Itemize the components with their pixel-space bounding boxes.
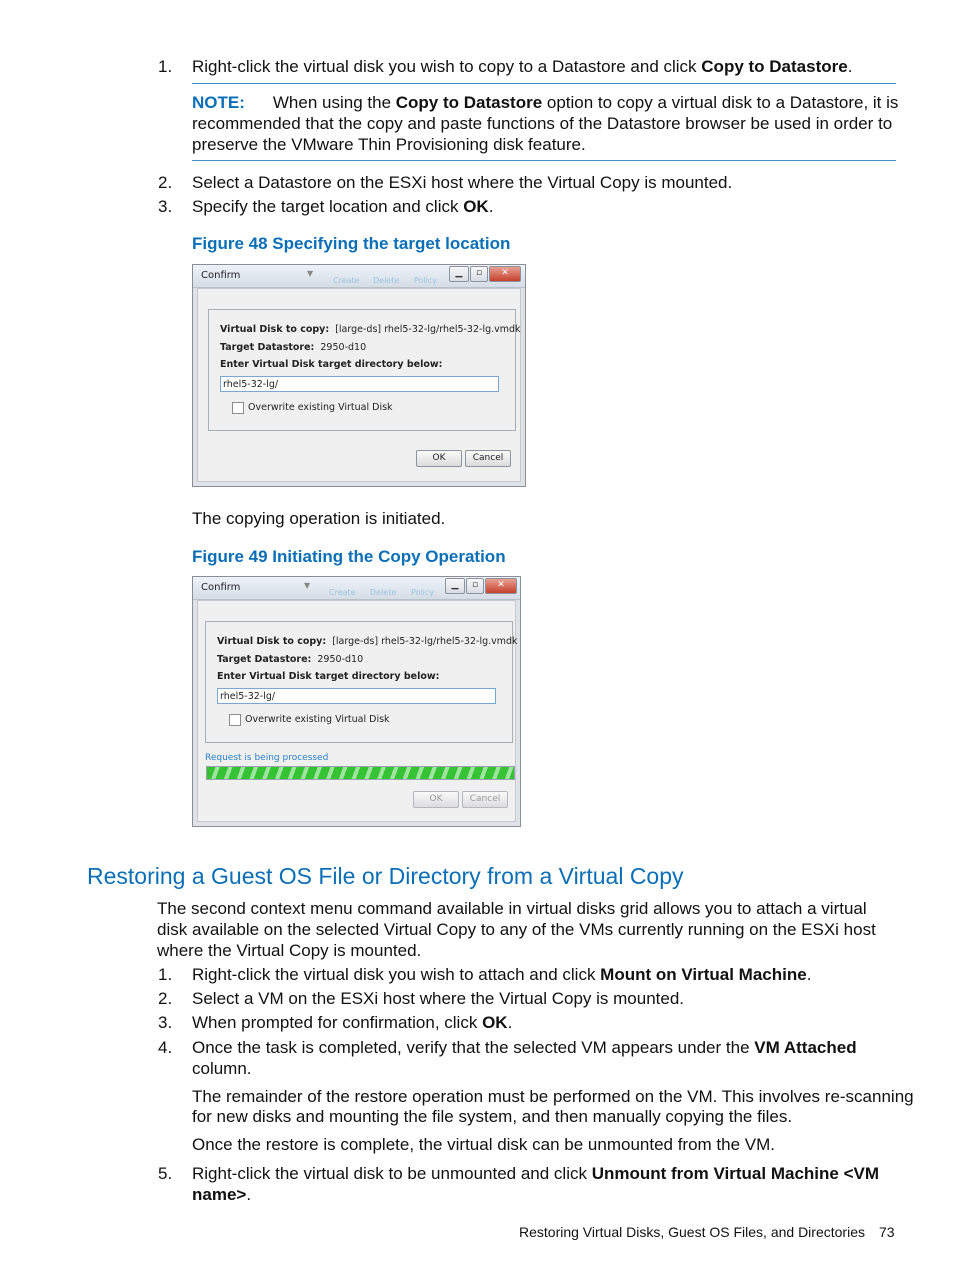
restore-para-1-line-2: for new disks and mounting the file system, and then manually copying the files. xyxy=(192,1107,793,1126)
datastore-value: 2950-d10 xyxy=(320,342,367,353)
processing-status: Request is being processed xyxy=(205,753,329,763)
ghost-create-label: Create xyxy=(333,276,360,285)
datastore-row xyxy=(220,342,366,353)
disk-row xyxy=(220,324,521,335)
restore-step-2-number: 2. xyxy=(158,989,173,1008)
note-line-3: preserve the VMware Thin Provisioning disk feature. xyxy=(192,135,586,154)
dialog-title: Confirm xyxy=(201,270,241,281)
step-emphasis: VM Attached xyxy=(754,1038,857,1057)
step-2-number: 2. xyxy=(158,173,173,192)
step-3-text xyxy=(192,196,493,217)
note-text: When using the xyxy=(272,93,396,112)
restore-step-4-number: 4. xyxy=(158,1038,173,1057)
dialog-body xyxy=(197,600,516,822)
step-2-text: Select a Datastore on the ESXi host where the Virtual Copy is mounted. xyxy=(192,173,733,192)
ghost-policy-label: Policy xyxy=(414,276,438,285)
restore-step-5-line-2 xyxy=(192,1184,251,1205)
overwrite-checkbox[interactable] xyxy=(229,714,241,726)
disk-row xyxy=(217,636,518,647)
ghost-delete-label: Delete xyxy=(373,276,400,285)
step-text: Specify the target location and click xyxy=(192,197,464,216)
step-text: Right-click the virtual disk you wish to copy to a Datastore and click xyxy=(192,57,702,76)
dialog-form-group xyxy=(208,309,521,431)
disk-label: Virtual Disk to copy: xyxy=(220,324,330,335)
maximize-icon[interactable]: ▫ xyxy=(466,578,484,594)
overwrite-label: Overwrite existing Virtual Disk xyxy=(248,402,393,413)
restore-step-1-text xyxy=(192,964,811,985)
overwrite-checkbox[interactable] xyxy=(232,402,244,414)
copying-text: The copying operation is initiated. xyxy=(192,509,446,528)
target-directory-input[interactable]: rhel5-32-lg/ xyxy=(217,688,496,704)
confirm-dialog-figure-49 xyxy=(192,576,521,827)
step-emphasis: Copy to Datastore xyxy=(701,57,848,76)
restore-para-1-line-1: The remainder of the restore operation must be performed on the VM. This involves re-scanning xyxy=(192,1087,914,1106)
datastore-row xyxy=(217,654,363,665)
footer-section-title: Restoring Virtual Disks, Guest OS Files, and Directories xyxy=(519,1224,865,1240)
ok-button[interactable]: OK xyxy=(416,450,462,467)
intro-line-1: The second context menu command available in virtual disks grid allows you to attach a virtual xyxy=(157,899,867,918)
minimize-icon[interactable]: ▁ xyxy=(449,266,469,282)
restore-step-4-text xyxy=(192,1037,857,1058)
restore-step-3-number: 3. xyxy=(158,1013,173,1032)
note-bottom-rule xyxy=(192,160,896,161)
datastore-label: Target Datastore: xyxy=(220,342,315,353)
maximize-icon[interactable]: ▫ xyxy=(470,266,488,282)
ok-button[interactable]: OK xyxy=(413,791,459,808)
confirm-dialog-figure-48 xyxy=(192,264,526,487)
dropdown-arrow-icon: ▼ xyxy=(307,269,314,278)
disk-label: Virtual Disk to copy: xyxy=(217,636,327,647)
close-icon[interactable]: ✕ xyxy=(489,266,521,282)
directory-label-text: Enter Virtual Disk target directory below: xyxy=(217,671,440,682)
note-line-2: recommended that the copy and paste functions of the Datastore browser be used in order to xyxy=(192,114,893,133)
restore-step-2-text: Select a VM on the ESXi host where the Virtual Copy is mounted. xyxy=(192,989,685,1008)
punct: . xyxy=(507,1013,513,1032)
ghost-create-label: Create xyxy=(329,588,356,597)
ghost-policy-label: Policy xyxy=(411,588,435,597)
step-emphasis: Unmount from Virtual Machine <VM xyxy=(591,1164,880,1183)
note-emphasis: Copy to Datastore xyxy=(395,93,543,112)
step-1 xyxy=(158,56,172,77)
cancel-button[interactable]: Cancel xyxy=(462,791,508,808)
step-3-number: 3. xyxy=(158,197,173,216)
restore-step-3-text xyxy=(192,1012,512,1033)
cancel-button[interactable]: Cancel xyxy=(465,450,511,467)
step-text: Right-click the virtual disk you wish to attach and click xyxy=(192,965,601,984)
section-heading: Restoring a Guest OS File or Directory from a Virtual Copy xyxy=(87,863,684,889)
directory-label-text: Enter Virtual Disk target directory below: xyxy=(220,359,443,370)
page-number: 73 xyxy=(879,1224,895,1240)
dialog-body xyxy=(197,288,521,482)
restore-para-2: Once the restore is complete, the virtual disk can be unmounted from the VM. xyxy=(192,1135,776,1154)
restore-step-5-number: 5. xyxy=(158,1164,173,1183)
step-emphasis: name> xyxy=(192,1185,247,1204)
restore-step-5-text xyxy=(192,1163,879,1184)
note-line-1 xyxy=(192,92,898,113)
step-number: 1. xyxy=(158,57,173,76)
step-text: When prompted for confirmation, click xyxy=(192,1013,483,1032)
note-top-rule xyxy=(192,83,896,84)
step-1-text xyxy=(192,56,852,77)
note-label: NOTE: xyxy=(192,93,245,112)
directory-label xyxy=(217,671,439,682)
progress-bar-fill xyxy=(207,767,514,779)
restore-step-4-line-2: column. xyxy=(192,1059,252,1078)
dialog-titlebar xyxy=(193,265,525,288)
minimize-icon[interactable]: ▁ xyxy=(445,578,465,594)
datastore-label: Target Datastore: xyxy=(217,654,312,665)
intro-line-3: where the Virtual Copy is mounted. xyxy=(157,941,422,960)
progress-bar xyxy=(206,766,515,780)
step-text: Right-click the virtual disk to be unmounted and click xyxy=(192,1164,592,1183)
step-text: Once the task is completed, verify that the selected VM appears under the xyxy=(192,1038,755,1057)
target-directory-input[interactable]: rhel5-32-lg/ xyxy=(220,376,499,392)
disk-value: [large-ds] rhel5-32-lg/rhel5-32-lg.vmdk xyxy=(335,324,521,335)
overwrite-label: Overwrite existing Virtual Disk xyxy=(245,714,390,725)
disk-value: [large-ds] rhel5-32-lg/rhel5-32-lg.vmdk xyxy=(332,636,518,647)
directory-label xyxy=(220,359,442,370)
punct: . xyxy=(246,1185,252,1204)
dialog-title: Confirm xyxy=(201,582,241,593)
figure-49-caption: Figure 49 Initiating the Copy Operation xyxy=(192,547,506,566)
punct: . xyxy=(488,197,494,216)
intro-line-2: disk available on the selected Virtual Copy to any of the VMs currently running on the ESXi host xyxy=(157,920,876,939)
punct: . xyxy=(847,57,853,76)
note-text: option to copy a virtual disk to a Datastore, it is xyxy=(542,93,899,112)
dialog-form-group xyxy=(205,621,518,743)
close-icon[interactable]: ✕ xyxy=(485,578,517,594)
restore-step-1-number: 1. xyxy=(158,965,173,984)
punct: . xyxy=(806,965,812,984)
step-emphasis: OK xyxy=(482,1013,508,1032)
figure-48-caption: Figure 48 Specifying the target location xyxy=(192,234,511,253)
ghost-delete-label: Delete xyxy=(370,588,397,597)
dialog-titlebar xyxy=(193,577,520,600)
step-emphasis: Mount on Virtual Machine xyxy=(600,965,807,984)
datastore-value: 2950-d10 xyxy=(317,654,364,665)
dropdown-arrow-icon: ▼ xyxy=(304,581,311,590)
step-emphasis: OK xyxy=(463,197,489,216)
